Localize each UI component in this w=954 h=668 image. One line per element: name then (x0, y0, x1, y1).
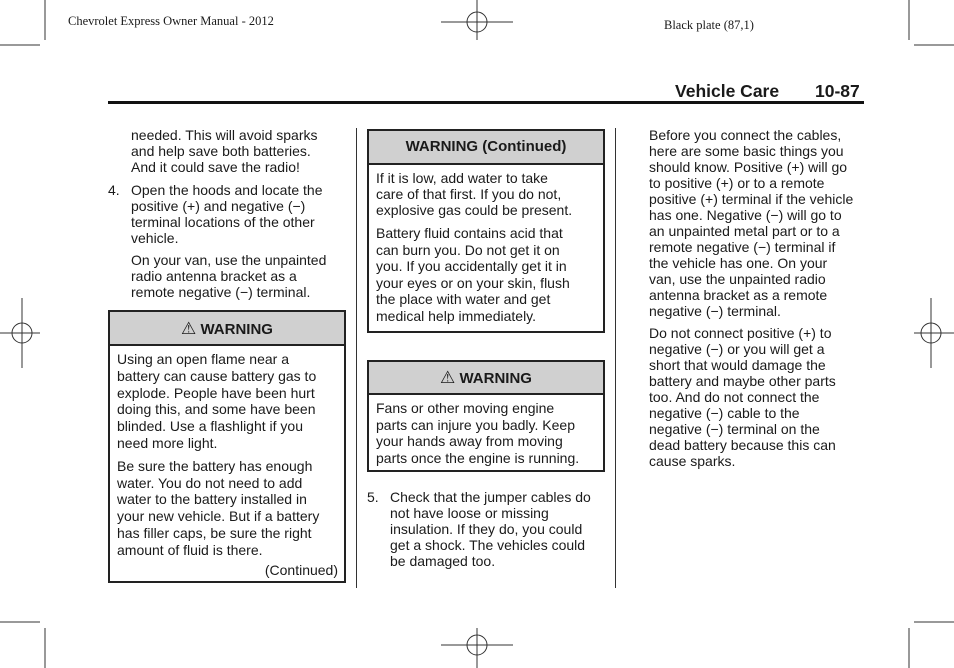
warning-text: Be sure the battery has enough water. You do not need to add water to the battery installed in your new vehicle. But if a battery has filler caps, be sure the right amount of fluid is there. (117, 457, 320, 558)
warning-header: WARNING (Continued) (369, 131, 603, 165)
warning-text: If it is low, add water to take care of that first. If you do not, explosive gas could be present. (376, 170, 573, 218)
registration-mark-left (0, 298, 40, 368)
paragraph: needed. This will avoid sparks and help save both batteries. And it could save the radio! (131, 127, 318, 175)
warning-triangle-icon: ⚠ (440, 368, 456, 387)
warning-text: Battery fluid contains acid that can burn you. Do not get it on you. If you accidentally get it in your eyes or on your skin, flush the place with water and get medical help immediately. (376, 225, 570, 324)
warning-box (367, 360, 605, 472)
warning-title: WARNING (459, 370, 532, 387)
warning-continued-box (367, 129, 605, 333)
header-rule (108, 101, 864, 104)
registration-mark-bottom (441, 628, 513, 668)
step-number: 5. (367, 489, 379, 505)
paragraph: Do not connect positive (+) to negative (−) or you will get a short that would damage the battery and maybe other parts too. And do not connect the negative (−) cable to the negative (−) terminal on the dead battery because this can cause sparks. (649, 325, 836, 469)
paragraph: On your van, use the unpainted radio antenna bracket as a remote negative (−) terminal. (131, 252, 327, 300)
plate-label: Black plate (87,1) (664, 18, 754, 32)
section-title: Vehicle Care (675, 81, 780, 101)
step-text: Check that the jumper cables do not have loose or missing insulation. If they do, you could get a shock. The vehicles could be damaged too. (390, 489, 591, 569)
step-number: 4. (108, 182, 120, 198)
warning-box (108, 310, 346, 583)
warning-header (369, 362, 603, 395)
registration-mark-top (441, 0, 513, 40)
column-divider (615, 128, 616, 588)
paragraph: Before you connect the cables, here are some basic things you should know. Positive (+) will go to positive (+) or to a remote positive (+) terminal if the vehicle has one. Negative (−) will go to an unpainted metal part or to a remote negative (−) terminal if the vehicle has one. On your van, use the unpainted radio antenna bracket as a remote negative (−) terminal. (649, 127, 854, 319)
warning-header (110, 312, 344, 346)
manual-title: Chevrolet Express Owner Manual - 2012 (68, 14, 274, 28)
warning-text: Fans or other moving engine parts can injure you badly. Keep your hands away from moving parts once the engine is running. (376, 400, 580, 467)
warning-text: Using an open flame near a battery can cause battery gas to explode. People have been hurt doing this, and some have been blinded. Use a flashlight if you need more light. (117, 351, 317, 451)
registration-mark-right (914, 298, 954, 368)
continued-label: (Continued) (264, 562, 338, 578)
step-text: Open the hoods and locate the positive (+) and negative (−) terminal locations of the other vehicle. (131, 182, 323, 246)
page-number: 10-87 (815, 81, 860, 101)
column-divider (356, 128, 357, 588)
warning-triangle-icon: ⚠ (181, 319, 197, 338)
warning-title: WARNING (200, 321, 273, 338)
